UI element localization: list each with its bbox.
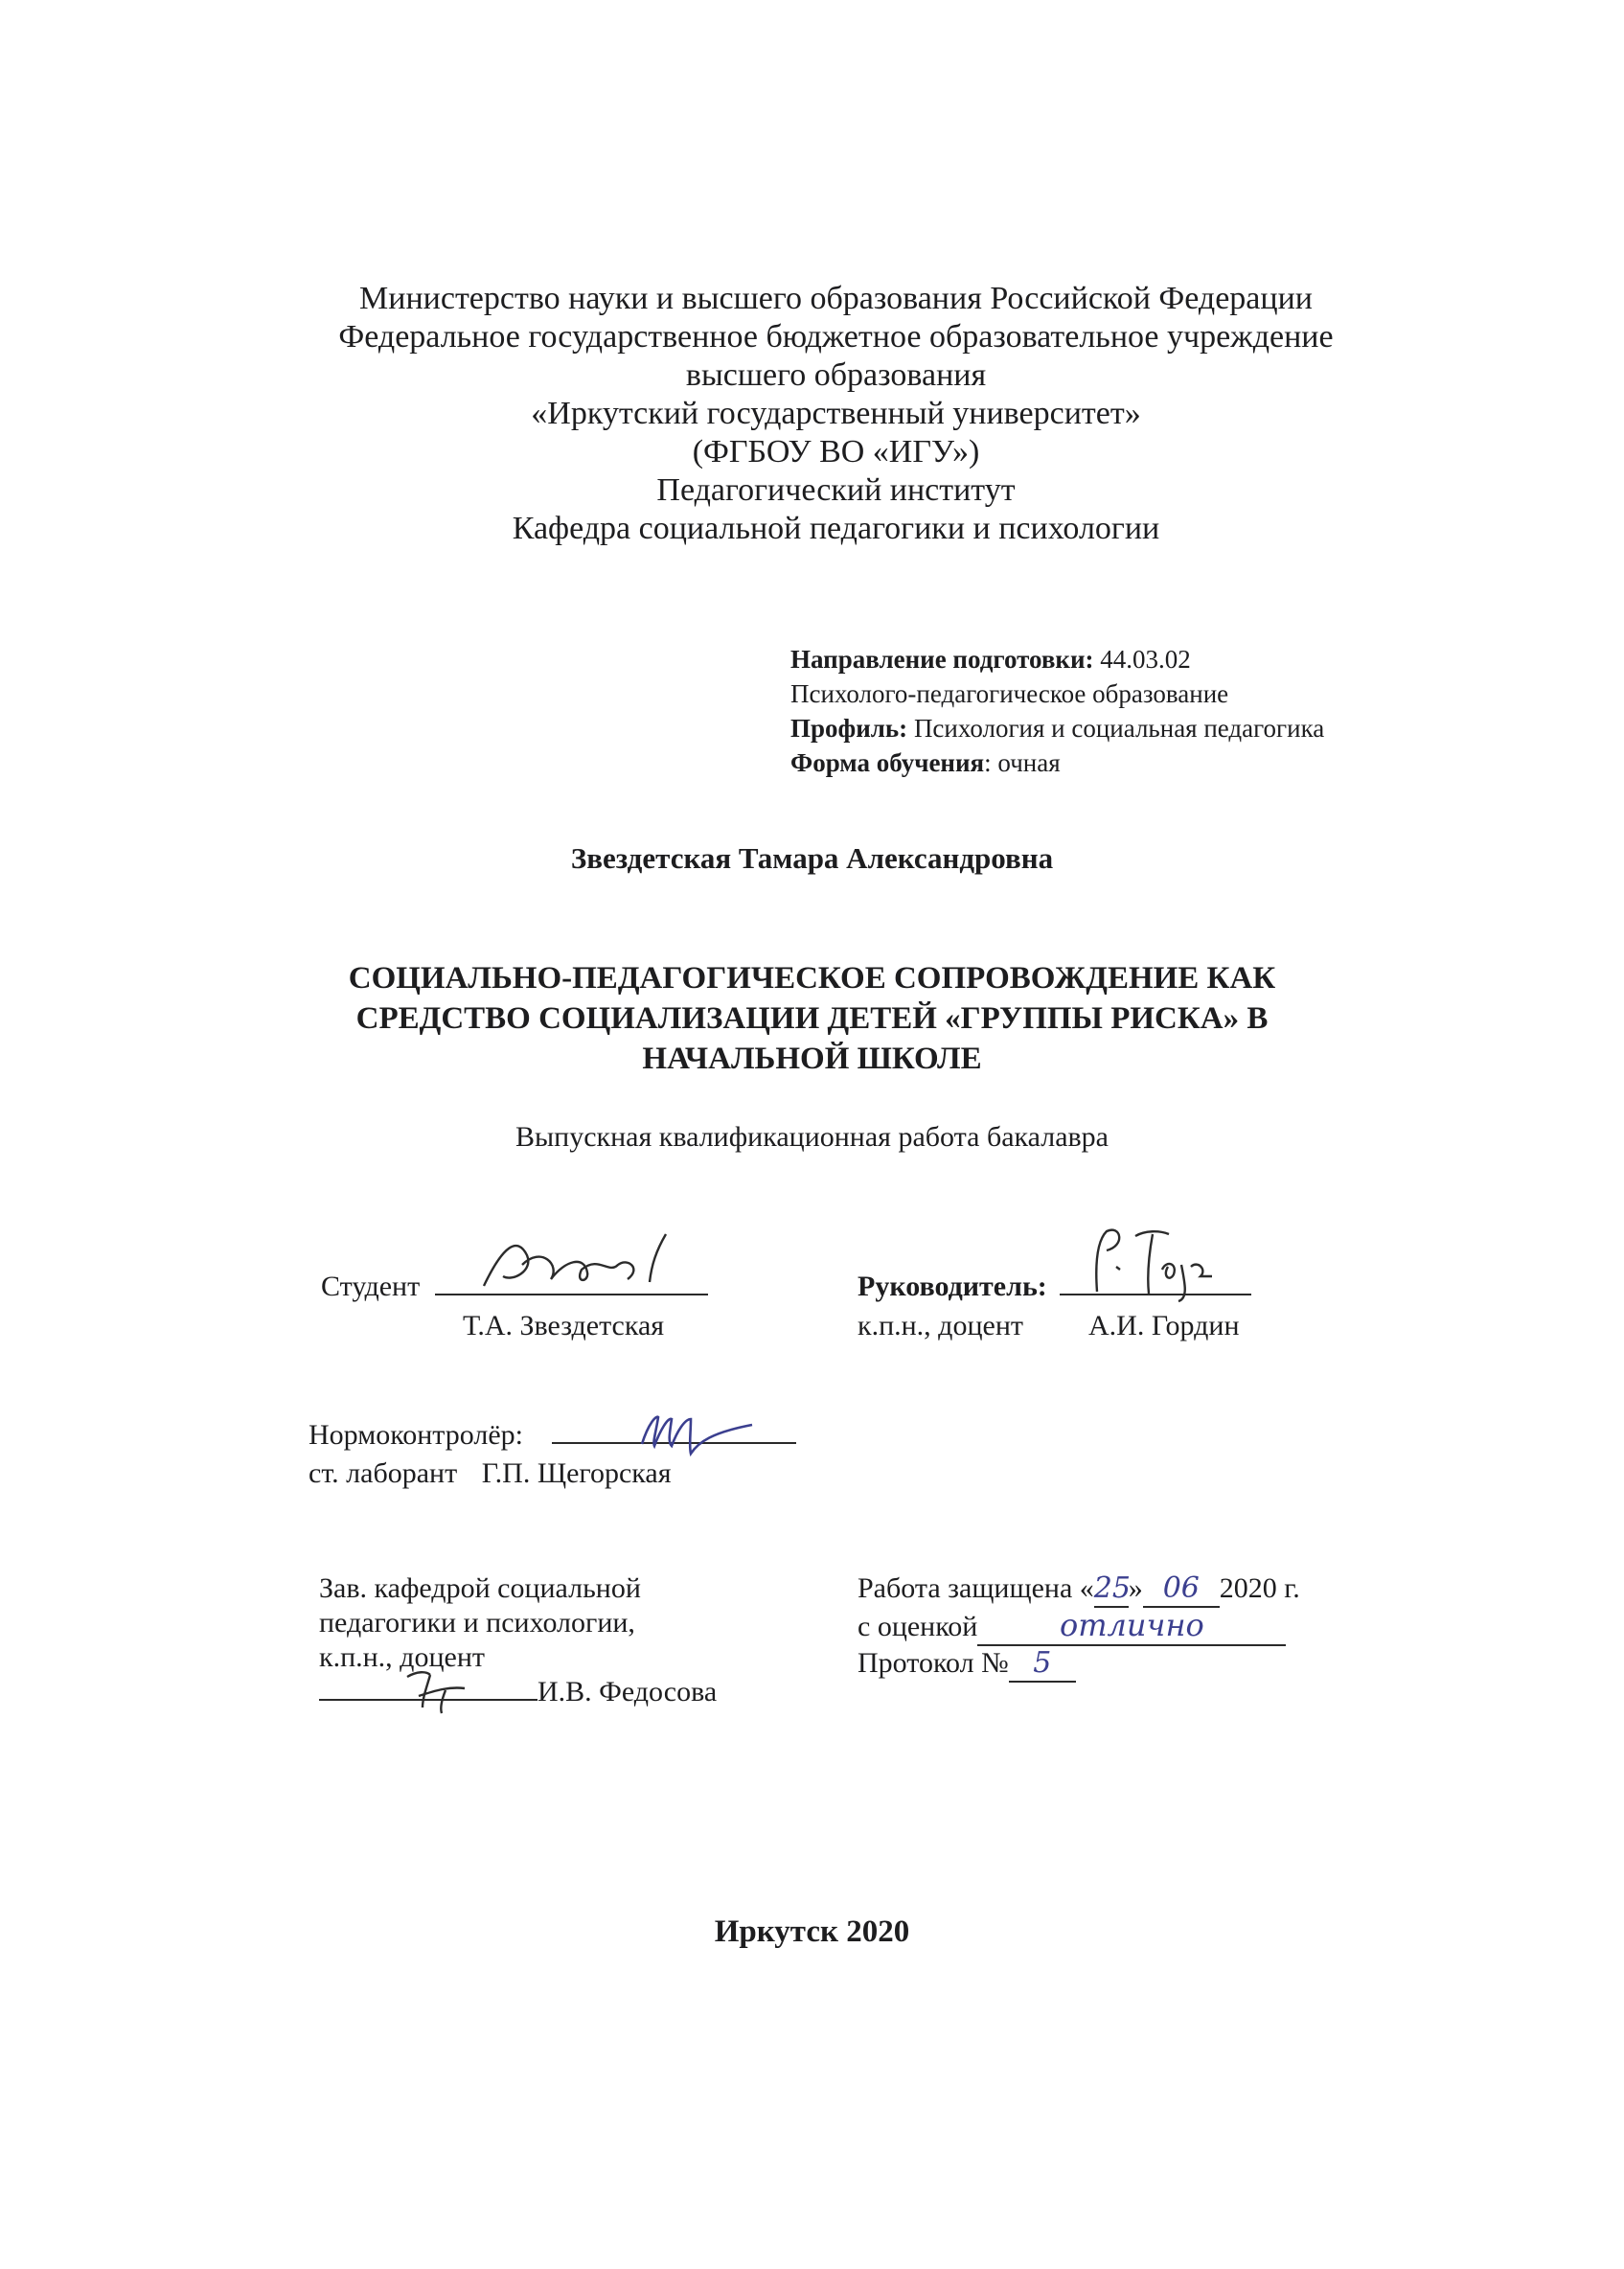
student-label: Студент bbox=[321, 1271, 421, 1302]
head-title-line1: Зав. кафедрой социальной bbox=[319, 1572, 641, 1604]
head-title-line2: педагогики и психологии, bbox=[319, 1607, 635, 1639]
study-form-label: Форма обучения bbox=[790, 748, 985, 777]
head-block bbox=[319, 1571, 717, 1709]
protocol-number: 5 bbox=[1033, 1646, 1052, 1680]
defense-day: 25 bbox=[1093, 1571, 1131, 1605]
city-year: Иркутск 2020 bbox=[714, 1914, 910, 1949]
head-name: И.В. Федосова bbox=[538, 1676, 718, 1707]
head-title-line3: к.п.н., доцент bbox=[319, 1641, 485, 1673]
normcontrol-label: Нормоконтролёр: bbox=[309, 1419, 524, 1451]
normcontrol-credentials bbox=[309, 1456, 672, 1491]
direction-code: 44.03.02 bbox=[1093, 645, 1191, 674]
direction-name: Психолого-педагогическое образование bbox=[790, 679, 1229, 708]
supervisor-label: Руководитель: bbox=[858, 1271, 1047, 1302]
head-signature bbox=[388, 1658, 493, 1715]
normcontrol-name: Г.П. Щегорская bbox=[481, 1457, 672, 1489]
student-signature bbox=[474, 1226, 704, 1303]
defense-block bbox=[858, 1571, 1300, 1683]
defense-grade-label: с оценкой bbox=[858, 1611, 978, 1642]
profile-row bbox=[790, 711, 1557, 745]
defense-grade: отлично bbox=[1059, 1607, 1204, 1643]
direction-label: Направление подготовки: bbox=[790, 645, 1094, 674]
defense-protocol-row bbox=[858, 1646, 1300, 1683]
university-abbreviation: (ФГБОУ ВО «ИГУ») bbox=[692, 434, 980, 470]
thesis-title-line2: СРЕДСТВО СОЦИАЛИЗАЦИИ ДЕТЕЙ «ГРУППЫ РИСКА» В bbox=[355, 1001, 1269, 1036]
profile-value: Психология и социальная педагогика bbox=[907, 714, 1325, 743]
supervisor-signature bbox=[1078, 1217, 1222, 1303]
thesis-title-line1: СОЦИАЛЬНО-ПЕДАГОГИЧЕСКОЕ СОПРОВОЖДЕНИЕ КАК bbox=[348, 961, 1276, 996]
profile-label: Профиль: bbox=[790, 714, 908, 743]
work-type: Выпускная квалификационная работа бакалавра bbox=[515, 1121, 1109, 1153]
supervisor-name: А.И. Гордин bbox=[1088, 1310, 1240, 1341]
institution-type-line2: высшего образования bbox=[685, 357, 987, 393]
defense-month: 06 bbox=[1162, 1571, 1200, 1605]
institute-name: Педагогический институт bbox=[656, 472, 1016, 508]
thesis-title-line3: НАЧАЛЬНОЙ ШКОЛЕ bbox=[642, 1042, 982, 1076]
normcontrol-position: ст. лаборант bbox=[309, 1457, 458, 1489]
author-name: Звездетская Тамара Александровна bbox=[570, 841, 1054, 875]
head-signature-row bbox=[319, 1675, 717, 1709]
study-details bbox=[790, 642, 1557, 780]
normcontrol-signature bbox=[599, 1404, 790, 1461]
defense-prefix: Работа защищена « bbox=[858, 1572, 1094, 1604]
defense-grade-row bbox=[858, 1608, 1300, 1646]
thesis-title bbox=[316, 958, 1308, 1079]
direction-row bbox=[790, 642, 1557, 676]
department-name: Кафедра социальной педагогики и психологии bbox=[512, 511, 1160, 546]
defense-date-row: Работа защищена «25» 06 2020 г. bbox=[858, 1571, 1300, 1608]
student-name: Т.А. Звездетская bbox=[463, 1310, 665, 1341]
protocol-label: Протокол № bbox=[858, 1647, 1009, 1679]
university-name: «Иркутский государственный университет» bbox=[531, 396, 1141, 431]
header-block bbox=[240, 280, 1432, 548]
study-form-value: : очная bbox=[984, 748, 1061, 777]
study-form-row bbox=[790, 745, 1557, 780]
ministry-name: Министерство науки и высшего образования Российской Федерации bbox=[359, 281, 1313, 316]
supervisor-position: к.п.н., доцент bbox=[858, 1310, 1023, 1341]
institution-type-line1: Федеральное государственное бюджетное образовательное учреждение bbox=[338, 319, 1334, 355]
defense-year: 2020 г. bbox=[1219, 1572, 1300, 1604]
